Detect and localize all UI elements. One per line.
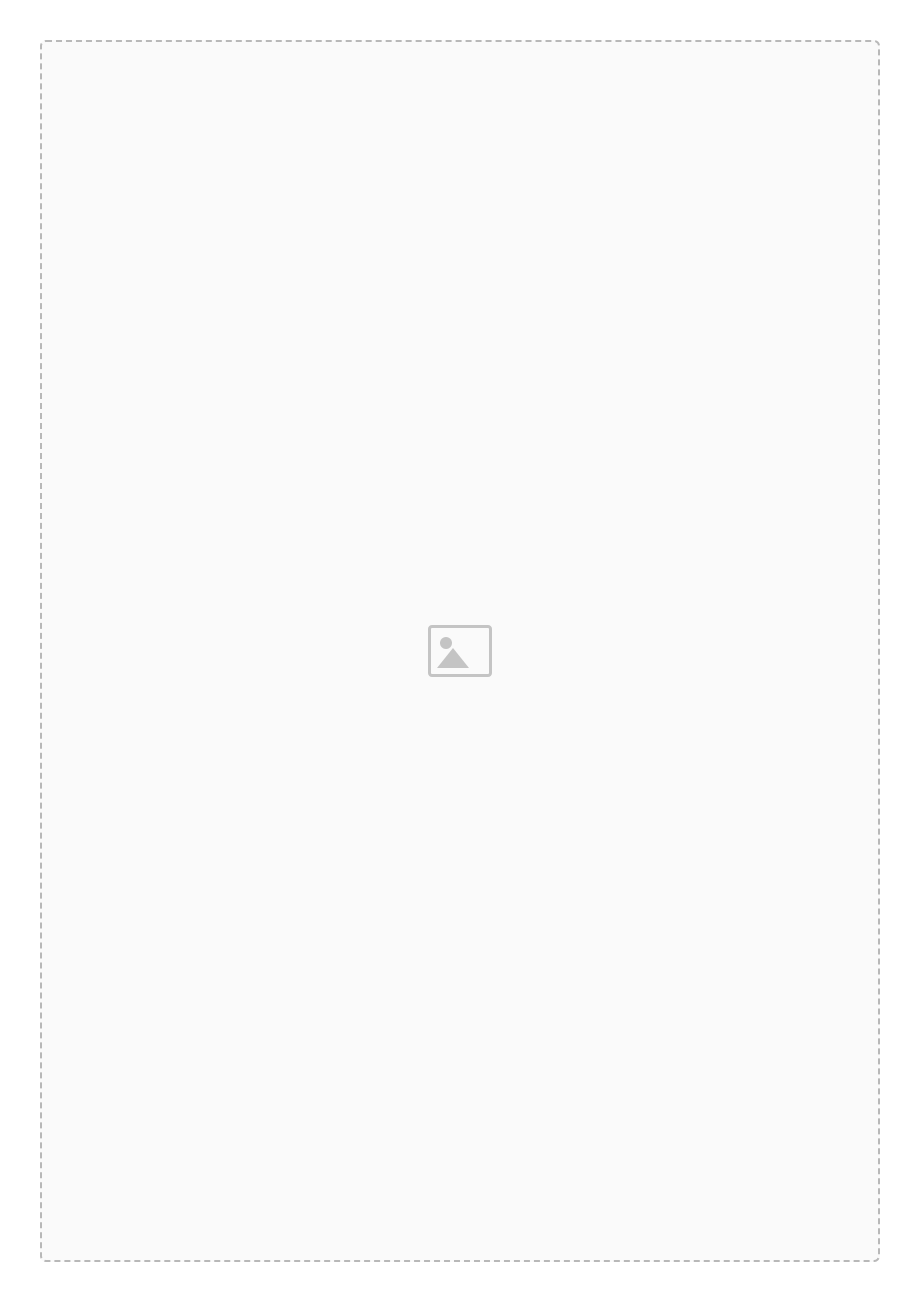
image-icon xyxy=(428,625,492,677)
image-placeholder xyxy=(40,40,880,1262)
